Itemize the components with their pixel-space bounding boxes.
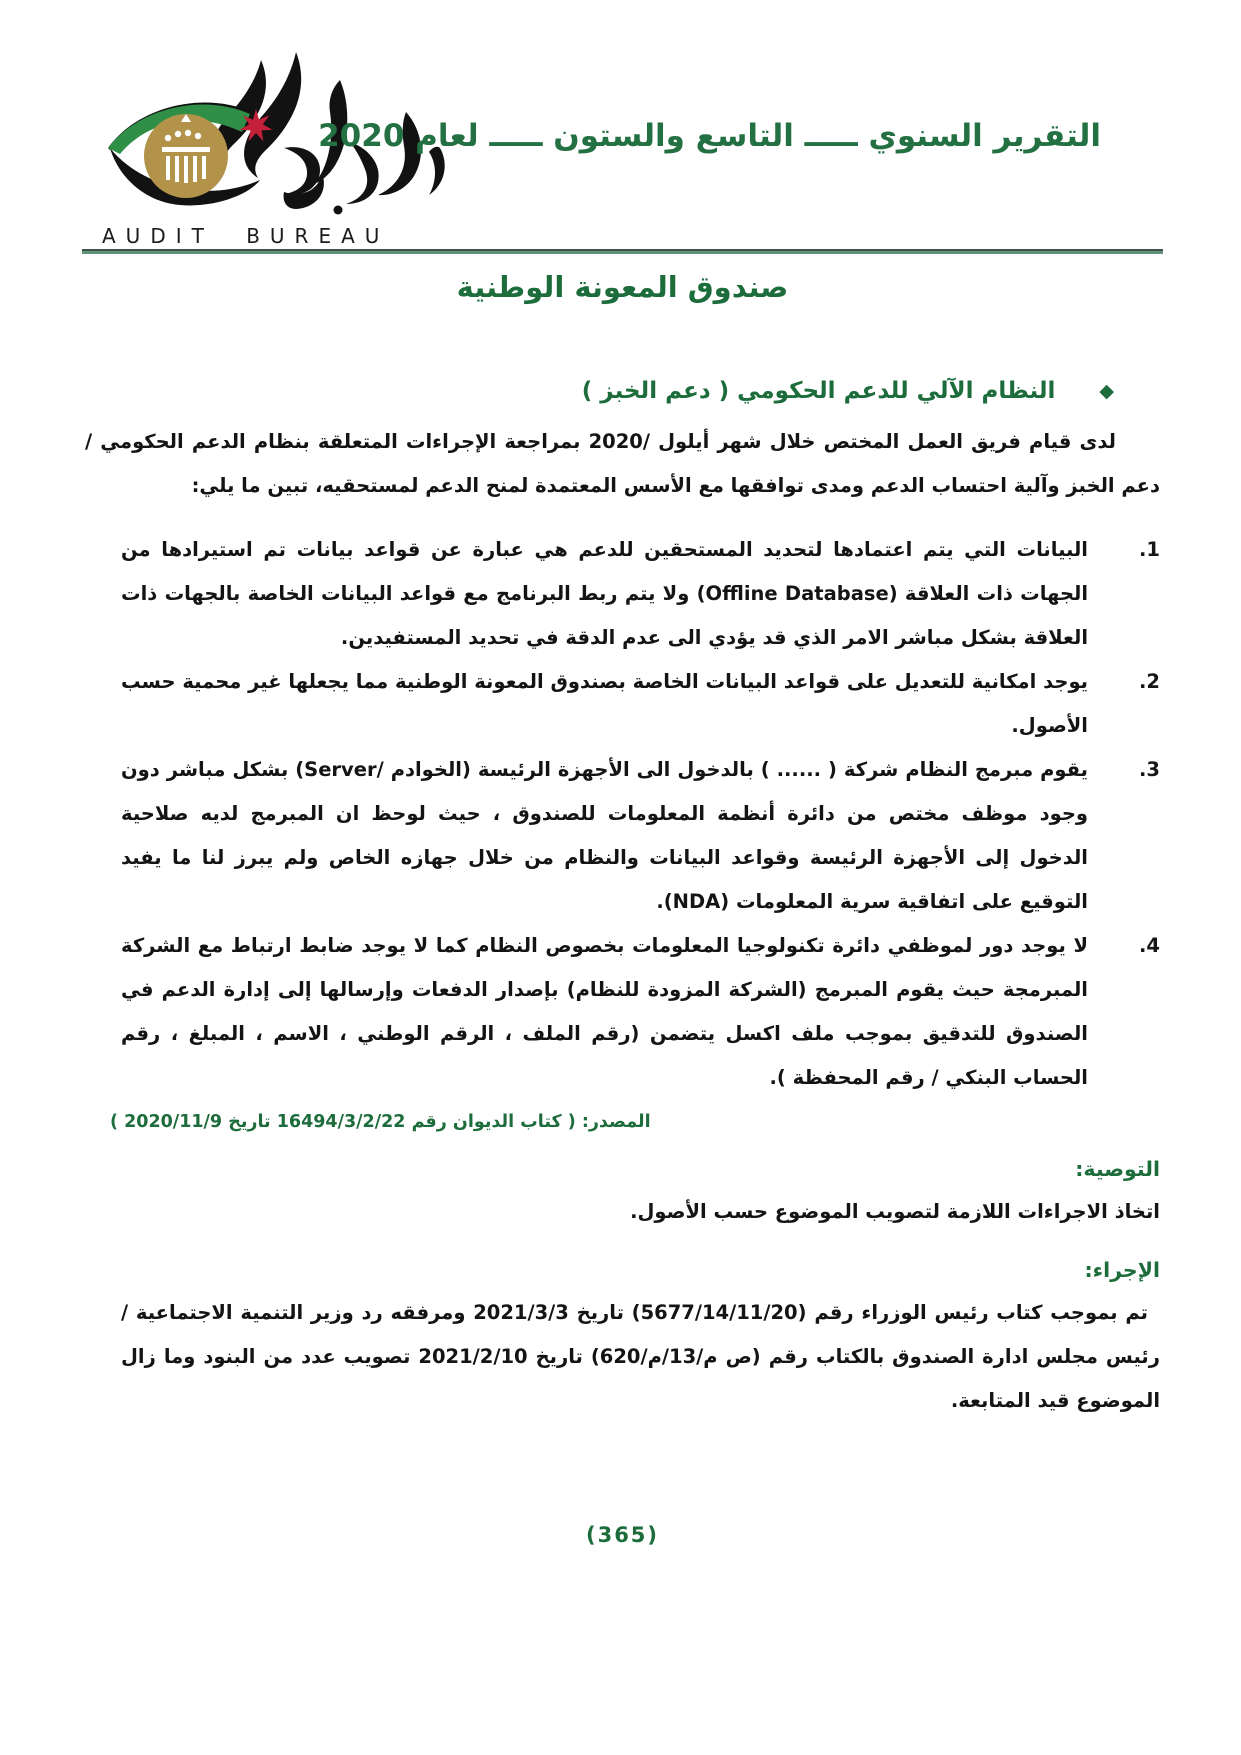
finding-number: 2. xyxy=(1139,669,1160,693)
finding-text: يوجد امكانية للتعديل على قواعد البيانات الخاصة بصندوق المعونة الوطنية مما يجعلها غير محمية حسب الأصول. xyxy=(121,669,1088,737)
findings-list xyxy=(85,528,1160,1100)
source-reference: المصدر: ( كتاب الديوان رقم 16494/3/2/22 تاريخ 2020/11/9 ) xyxy=(110,1111,651,1132)
action-text: تم بموجب كتاب رئيس الوزراء رقم (5677/14/11/20) تاريخ 2021/3/3 ومرفقه رد وزير التنمية الاجتماعية / رئيس مجلس ادارة الصندوق بالكتاب رقم (ص م/13/م/620) تاريخ 2021/2/10 تصويب عدد من البنود وما زال الموضوع قيد المتابعة. xyxy=(121,1301,1160,1412)
finding-number: 4. xyxy=(1139,933,1160,957)
page-number: (365) xyxy=(585,1523,660,1547)
document-title: صندوق المعونة الوطنية xyxy=(456,270,789,304)
recommendation-text: اتخاذ الاجراءات اللازمة لتصويب الموضوع حسب الأصول. xyxy=(630,1199,1160,1223)
page-header xyxy=(0,0,1241,249)
finding-text: يقوم مبرمج النظام شركة ( ...... ) بالدخول الى الأجهزة الرئيسة (الخوادم /Server) بشكل مباشر دون وجود موظف مختص من دائرة أنظمة المعلومات للصندوق ، حيث لوحظ ان المبرمج لديه صلاحية الدخول إلى الأجهزة الرئيسة وقواعد البيانات والنظام من خلال جهازه الخاص ولم يبرز لنا ما يفيد التوقيع على اتفاقية سرية المعلومات (NDA). xyxy=(121,757,1088,913)
finding-number: 1. xyxy=(1139,537,1160,561)
document-body xyxy=(0,266,1241,1547)
petra-emblem xyxy=(144,114,228,198)
section-heading-row xyxy=(85,374,1160,408)
report-title: التقرير السنوي ـــــ التاسع والستون ـــــ لعام 2020 xyxy=(318,118,1101,154)
finding-number: 3. xyxy=(1139,757,1160,781)
intro-paragraph: لدى قيام فريق العمل المختص خلال شهر أيلول /2020 بمراجعة الإجراءات المتعلقة بنظام الدعم الحكومي /دعم الخبز وآلية احتساب الدعم ومدى توافقها مع الأسس المعتمدة لمنح الدعم لمستحقيه، تبين ما يلي: xyxy=(85,430,1160,497)
finding-text: البيانات التي يتم اعتمادها لتحديد المستحقين للدعم هي عبارة عن قواعد بيانات تم استيرادها من الجهات ذات العلاقة (Offline Database) ولا يتم ربط البرنامج مع قواعد البيانات الخاصة بالجهات ذات العلاقة بشكل مباشر الامر الذي قد يؤدي الى عدم الدقة في تحديد المستفيدين. xyxy=(121,537,1089,649)
finding-item xyxy=(85,748,1160,924)
diamond-bullet-icon: ◆ xyxy=(1099,380,1114,402)
finding-item xyxy=(85,660,1160,748)
finding-item xyxy=(85,528,1160,660)
action-label: الإجراء: xyxy=(1084,1258,1160,1282)
audit-bureau-wordmark: AUDIT BUREAU xyxy=(102,224,390,248)
finding-item xyxy=(85,924,1160,1100)
recommendation-label: التوصية: xyxy=(1075,1156,1160,1181)
section-heading-text: النظام الآلي للدعم الحكومي ( دعم الخبز ) xyxy=(581,378,1056,404)
header-divider xyxy=(82,249,1163,254)
finding-text: لا يوجد دور لموظفي دائرة تكنولوجيا المعلومات بخصوص النظام كما لا يوجد ضابط ارتباط مع الشركة المبرمجة حيث يقوم المبرمج (الشركة المزودة للنظام) بإصدار الدفعات وإرسالها إلى إدارة الدعم في الصندوق للتدقيق بموجب ملف اكسل يتضمن (رقم الملف ، الرقم الوطني ، الاسم ، المبلغ ، رقم الحساب البنكي / رقم المحفظة ). xyxy=(121,933,1088,1089)
